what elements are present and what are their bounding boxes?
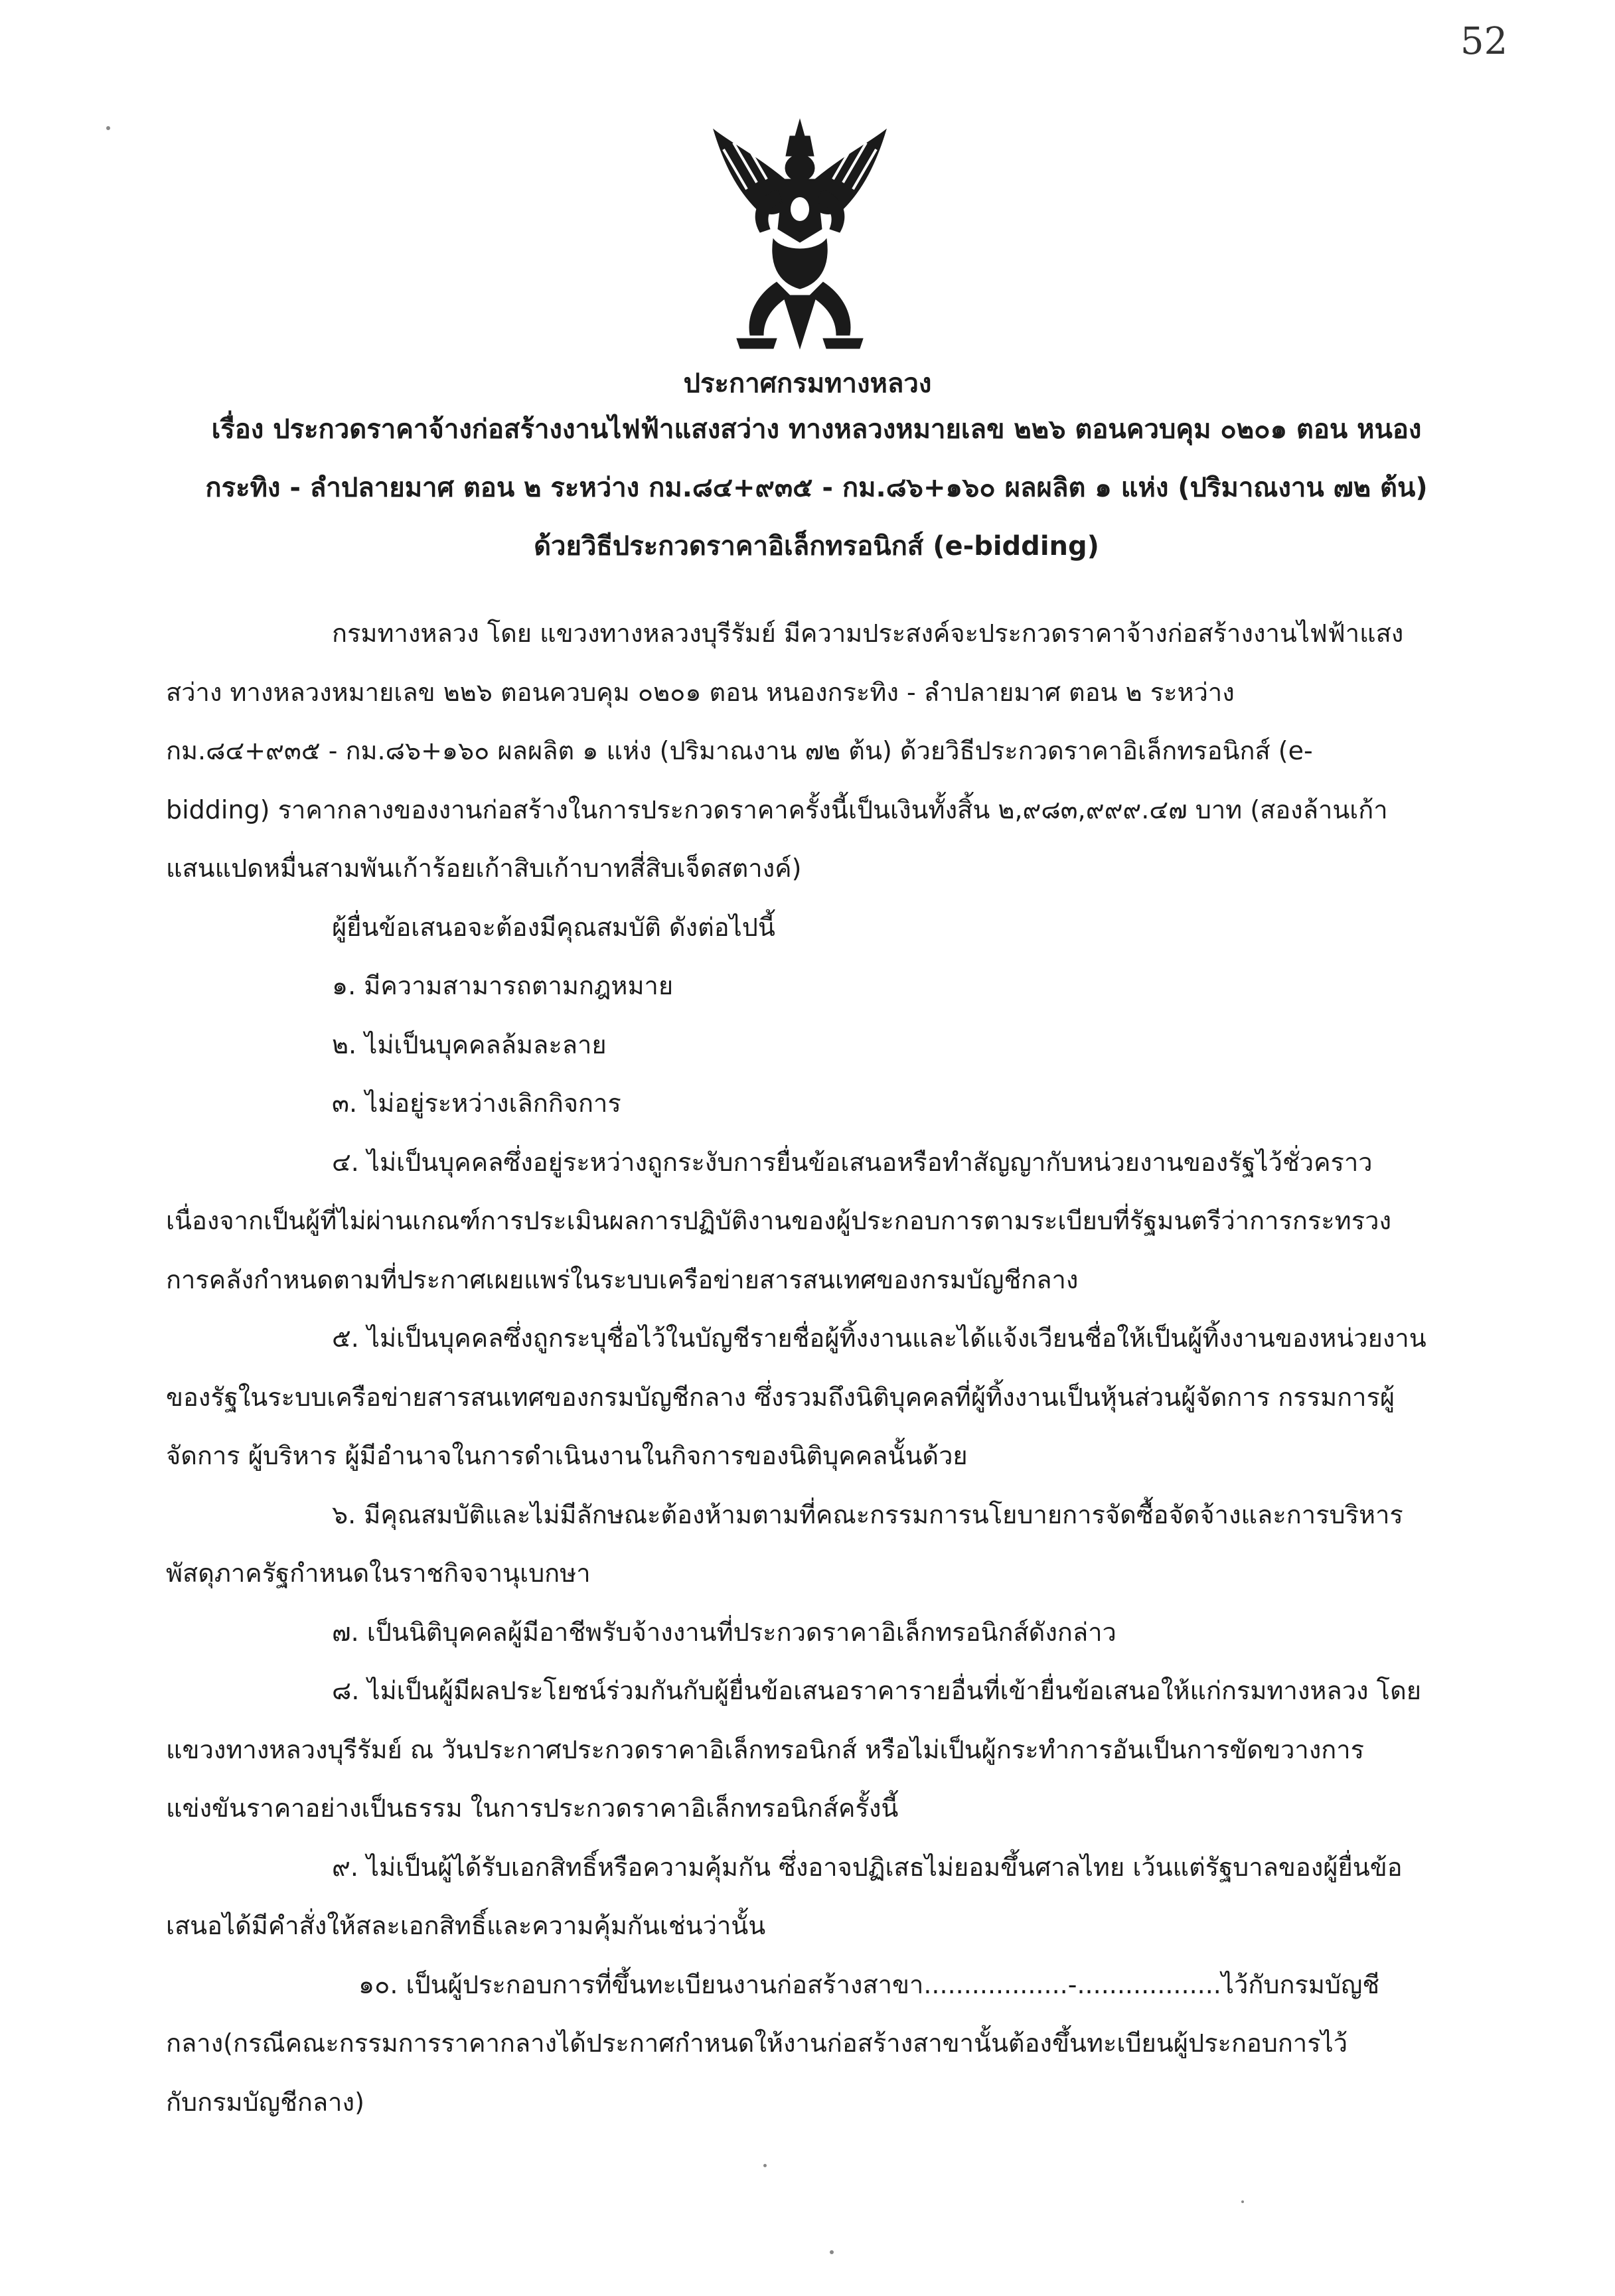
qualification-item: ๑. มีความสามารถตามกฎหมาย xyxy=(332,971,674,1000)
intro-line: bidding) ราคากลางของงานก่อสร้างในการประกวดราคาครั้งนี้เป็นเงินทั้งสิ้น ๒,๙๘๓,๙๙๙.๔๗ บาท (สองล้านเก้า xyxy=(166,795,1388,824)
intro-line: สว่าง ทางหลวงหมายเลข ๒๒๖ ตอนควบคุม ๐๒๐๑ ตอน หนองกระทิง - ลำปลายมาศ ตอน ๒ ระหว่าง xyxy=(166,677,1235,707)
qualification-item-cont: ของรัฐในระบบเครือข่ายสารสนเทศของกรมบัญชีกลาง ซึ่งรวมถึงนิติบุคคลที่ผู้ทิ้งงานเป็นหุ้นส่วนผู้จัดการ กรรมการผู้ xyxy=(166,1382,1395,1412)
qualification-heading: ผู้ยื่นข้อเสนอจะต้องมีคุณสมบัติ ดังต่อไปนี้ xyxy=(332,912,775,942)
garuda-emblem-icon xyxy=(710,116,889,355)
intro-line: แสนแปดหมื่นสามพันเก้าร้อยเก้าสิบเก้าบาทสี่สิบเจ็ดสตางค์) xyxy=(166,854,802,883)
qualification-item: ๕. ไม่เป็นบุคคลซึ่งถูกระบุชื่อไว้ในบัญชีรายชื่อผู้ทิ้งงานและได้แจ้งเวียนชื่อให้เป็นผู้ทิ้งงานของหน่วยงาน xyxy=(332,1324,1426,1353)
qualification-item: ๘. ไม่เป็นผู้มีผลประโยชน์ร่วมกันกับผู้ยื่นข้อเสนอราคารายอื่นที่เข้ายื่นข้อเสนอให้แก่กรมทางหลวง โดย xyxy=(332,1676,1422,1705)
qualification-item: ๔. ไม่เป็นบุคคลซึ่งอยู่ระหว่างถูกระงับการยื่นข้อเสนอหรือทำสัญญากับหน่วยงานของรัฐไว้ชั่วคราว xyxy=(332,1147,1373,1177)
subject-line: กระทิง - ลำปลายมาศ ตอน ๒ ระหว่าง กม.๘๔+๙๓๕ - กม.๘๖+๑๖๐ ผลผลิต ๑ แห่ง (ปริมาณงาน ๗๒ ต้น) xyxy=(205,473,1428,503)
qualification-item-cont: แขวงทางหลวงบุรีรัมย์ ณ วันประกาศประกวดราคาอิเล็กทรอนิกส์ หรือไม่เป็นผู้กระทำการอันเป็นการขัดขวางการ xyxy=(166,1734,1365,1764)
announcement-issuer: ประกาศกรมทางหลวง xyxy=(683,368,932,399)
qualification-item-cont: จัดการ ผู้บริหาร ผู้มีอำนาจในการดำเนินงานในกิจการของนิติบุคคลนั้นด้วย xyxy=(166,1441,968,1470)
scan-speck xyxy=(106,126,110,130)
qualification-item: ๑๐. เป็นผู้ประกอบการที่ขึ้นทะเบียนงานก่อสร้างสาขา..................-..................ไว้กับกรมบัญชี xyxy=(358,1969,1380,1999)
scan-speck xyxy=(763,2164,767,2167)
qualification-item: ๒. ไม่เป็นบุคคลล้มละลาย xyxy=(332,1030,607,1059)
subject-line: ด้วยวิธีประกวดราคาอิเล็กทรอนิกส์ (e-bidding) xyxy=(534,531,1099,562)
qualification-item-cont: กับกรมบัญชีกลาง) xyxy=(166,2087,364,2117)
qualification-item-cont: กลาง(กรณีคณะกรรมการราคากลางได้ประกาศกำหนดให้งานก่อสร้างสาขานั้นต้องขึ้นทะเบียนผู้ประกอบการไว้ xyxy=(166,2028,1348,2058)
scan-speck xyxy=(1241,2200,1244,2203)
scan-speck xyxy=(830,2250,834,2254)
qualification-item-cont: เนื่องจากเป็นผู้ที่ไม่ผ่านเกณฑ์การประเมินผลการปฏิบัติงานของผู้ประกอบการตามระเบียบที่รัฐมนตรีว่าการกระทรวง xyxy=(166,1206,1392,1235)
qualification-item-cont: พัสดุภาครัฐกำหนดในราชกิจจานุเบกษา xyxy=(166,1559,591,1588)
qualification-item-cont: การคลังกำหนดตามที่ประกาศเผยแพร่ในระบบเครือข่ายสารสนเทศของกรมบัญชีกลาง xyxy=(166,1264,1079,1294)
subject-line: เรื่อง ประกวดราคาจ้างก่อสร้างงานไฟฟ้าแสงสว่าง ทางหลวงหมายเลข ๒๒๖ ตอนควบคุม ๐๒๐๑ ตอน หนอง xyxy=(211,414,1422,445)
announcement-subject xyxy=(119,400,1513,575)
qualification-item: ๗. เป็นนิติบุคคลผู้มีอาชีพรับจ้างงานที่ประกวดราคาอิเล็กทรอนิกส์ดังกล่าว xyxy=(332,1617,1116,1647)
page-number: 52 xyxy=(1460,20,1508,63)
qualification-item: ๓. ไม่อยู่ระหว่างเลิกกิจการ xyxy=(332,1089,621,1118)
qualification-item-cont: เสนอได้มีคำสั่งให้สละเอกสิทธิ์และความคุ้มกันเช่นว่านั้น xyxy=(166,1911,766,1940)
announcement-body xyxy=(166,604,1460,2131)
qualification-item: ๖. มีคุณสมบัติและไม่มีลักษณะต้องห้ามตามที่คณะกรรมการนโยบายการจัดซื้อจัดจ้างและการบริหาร xyxy=(332,1499,1403,1529)
qualification-item-cont: แข่งขันราคาอย่างเป็นธรรม ในการประกวดราคาอิเล็กทรอนิกส์ครั้งนี้ xyxy=(166,1794,899,1823)
intro-line: กรมทางหลวง โดย แขวงทางหลวงบุรีรัมย์ มีความประสงค์จะประกวดราคาจ้างก่อสร้างงานไฟฟ้าแสง xyxy=(332,619,1404,648)
intro-line: กม.๘๔+๙๓๕ - กม.๘๖+๑๖๐ ผลผลิต ๑ แห่ง (ปริมาณงาน ๗๒ ต้น) ด้วยวิธีประกวดราคาอิเล็กทรอนิกส์ (e- xyxy=(166,736,1313,765)
qualification-item: ๙. ไม่เป็นผู้ได้รับเอกสิทธิ์หรือความคุ้มกัน ซึ่งอาจปฏิเสธไม่ยอมขึ้นศาลไทย เว้นแต่รัฐบาลของผู้ยื่นข้อ xyxy=(332,1852,1403,1882)
